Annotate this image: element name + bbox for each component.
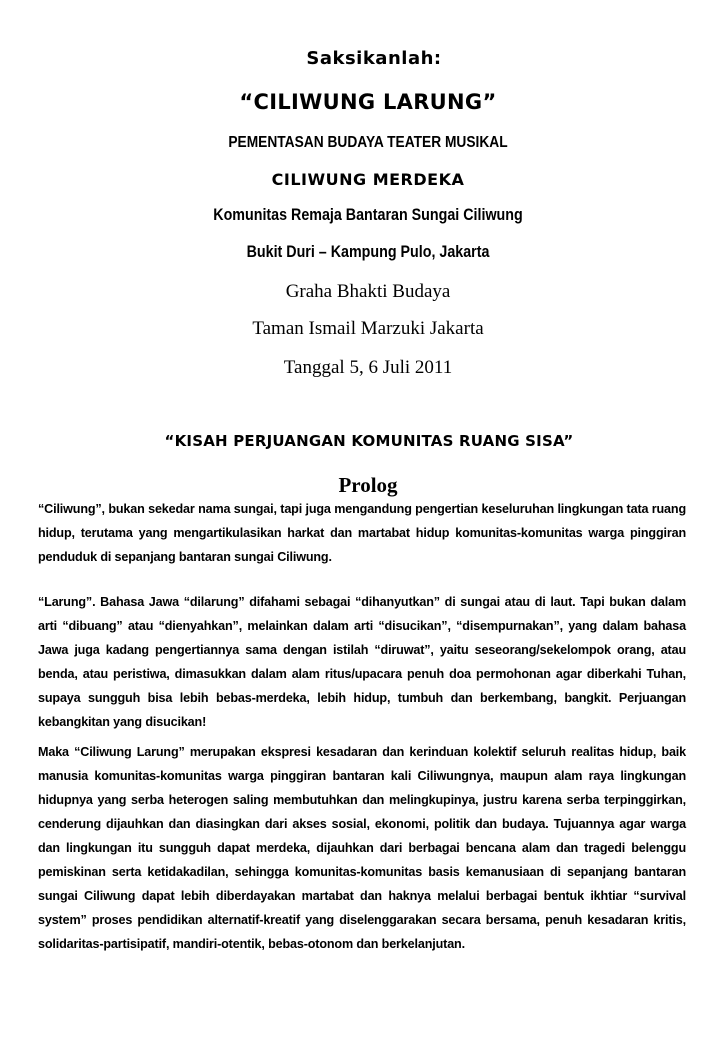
paragraph-larung: “Larung”. Bahasa Jawa “dilarung” difahami sebagai “dihanyutkan” di sungai atau di laut. Tapi bukan dalam arti “dibuang” atau “dienyahkan”, melainkan dalam arti “disucikan”, “disempurnakan”, yang dalam bahasa Jawa juga kadang pengertiannya sama dengan istilah “diruwat”, yaitu seseorang/sekelompok orang, atau benda, atau peristiwa, dimasukkan dalam alam ritus/upacara penuh doa permohonan agar diberkahi Tuhan, supaya sungguh bisa lebih bebas-merdeka, lebih hidup, tumbuh dan berkembang, bangkit. Perjuangan kebangkitan yang disucikan! — [38, 595, 686, 729]
event-date: Tanggal 5, 6 Juli 2011 — [283, 357, 453, 378]
group-name: CILIWUNG MERDEKA — [271, 170, 465, 189]
community-name: Komunitas Remaja Bantaran Sungai Ciliwung — [213, 205, 523, 224]
prolog-heading: Prolog — [338, 473, 398, 497]
venue-name: Graha Bhakti Budaya — [285, 281, 451, 302]
performance-type: PEMENTASAN BUDAYA TEATER MUSIKAL — [228, 134, 508, 151]
paragraph-maka: Maka “Ciliwung Larung” merupakan ekspresi kesadaran dan kerinduan kolektif seluruh realitas hidup, baik manusia komunitas-komunitas warga pinggiran bantaran kali Ciliwungnya, maupun alam raya lingkungan hidupnya yang serba heterogen saling membutuhkan dan melingkupinya, justru karena serba terpinggirkan, cenderung dijauhkan dan diasingkan dari akses sosial, ekonomi, politik dan budaya. Tujuannya agar warga dan lingkungan itu sungguh dapat merdeka, dijauhkan dari berbagai bencana alam dan tragedi belenggu pemiskinan serta ketidakadilan, sehingga komunitas-komunitas basis kemanusiaan di sepanjang bantaran sungai Ciliwung dapat lebih diberdayakan martabat dan haknya melalui berbagai bentuk ikhtiar “survival system” proses pendidikan alternatif-kreatif yang diselenggarakan secara bersama, penuh kesadaran kritis, solidaritas-partisipatif, mandiri-otentik, bebas-otonom dan berkelanjutan. — [38, 745, 686, 951]
community-location: Bukit Duri – Kampung Pulo, Jakarta — [246, 242, 490, 261]
event-title: “CILIWUNG LARUNG” — [239, 90, 497, 114]
story-subtitle: “KISAH PERJUANGAN KOMUNITAS RUANG SISA” — [164, 432, 574, 450]
venue-city: Taman Ismail Marzuki Jakarta — [252, 318, 484, 339]
paragraph-ciliwung: “Ciliwung”, bukan sekedar nama sungai, tapi juga mengandung pengertian keseluruhan lingkungan tata ruang hidup, terutama yang mengartikulasikan harkat dan martabat hidup komunitas-komunitas warga pinggiran penduduk di sepanjang bantaran sungai Ciliwung. — [38, 502, 686, 564]
intro-heading: Saksikanlah: — [306, 48, 442, 69]
